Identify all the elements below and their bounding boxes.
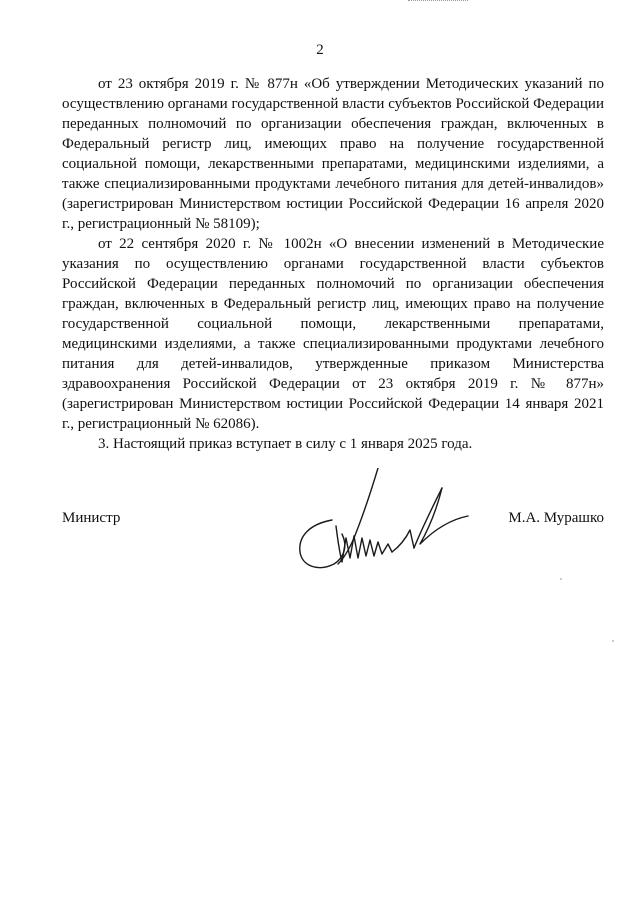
- page-number: 2: [316, 42, 324, 58]
- signer-position: Министр: [62, 510, 121, 526]
- document-body: [62, 74, 604, 454]
- paragraph-order-1002n: от 22 сентября 2020 г. № 1002н «О внесении изменений в Методические указания по осуществлению органами государственной власти субъектов Российской Федерации переданных полномочий по организации обеспечения граждан, включенных в Федеральный регистр лиц, имеющих право на получение государственной социальной помощи, лекарственными препаратами, медицинскими изделиями, а также специализированными продуктами лечебного питания для детей-инвалидов, утвержденные приказом Министерства здравоохранения Российской Федерации от 23 октября 2019 г. № 877н» (зарегистрирован Министерством юстиции Российской Федерации 14 января 2021 г., регистрационный № 62086).: [62, 236, 604, 432]
- handwritten-signature: [292, 468, 472, 578]
- paragraph-effective-date: 3. Настоящий приказ вступает в силу с 1 января 2025 года.: [98, 436, 473, 452]
- signer-name: М.А. Мурашко: [508, 510, 604, 526]
- scan-artifact: [408, 0, 468, 4]
- scan-artifact: [560, 578, 562, 580]
- paragraph-order-877n: от 23 октября 2019 г. № 877н «Об утверждении Методических указаний по осуществлению органами государственной власти субъектов Российской Федерации переданных полномочий по организации обеспечения граждан, включенных в Федеральный регистр лиц, имеющих право на получение государственной социальной помощи, лекарственными препаратами, медицинскими изделиями, а также специализированными продуктами лечебного питания для детей-инвалидов» (зарегистрирован Министерством юстиции Российской Федерации 16 апреля 2020 г., регистрационный № 58109);: [62, 76, 604, 232]
- scan-artifact: [612, 640, 614, 642]
